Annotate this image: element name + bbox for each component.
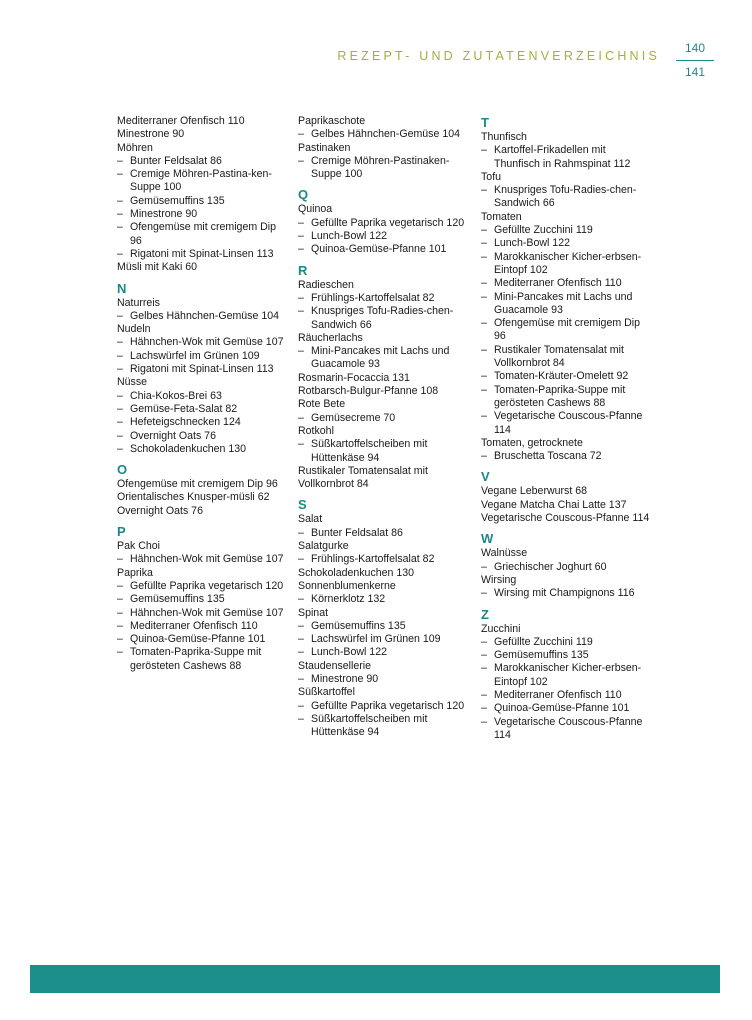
index-subentry bbox=[481, 251, 653, 278]
subentry-text: Quinoa-Gemüse-Pfanne 101 bbox=[311, 243, 447, 256]
index-subentry bbox=[117, 607, 289, 620]
index-subentry bbox=[298, 230, 470, 243]
subentry-text: Mediterraner Ofenfisch 110 bbox=[494, 277, 622, 290]
index-entry: Minestrone 90 bbox=[117, 128, 185, 141]
index-subentry bbox=[481, 716, 653, 743]
subentry-text: Rigatoni mit Spinat-Linsen 113 bbox=[130, 247, 274, 260]
subentry-text: Gefüllte Paprika vegetarisch 120 bbox=[311, 216, 465, 229]
subentry-dash: – bbox=[117, 646, 123, 659]
subentry-dash: – bbox=[481, 224, 487, 237]
index-entry: Ofengemüse mit cremigem Dip 96 bbox=[117, 478, 278, 491]
page-numbers bbox=[676, 40, 714, 80]
index-letter-heading: P bbox=[117, 524, 126, 540]
index-letter-heading: S bbox=[298, 497, 307, 513]
subentry-text: Hähnchen-Wok mit Gemüse 107 bbox=[130, 606, 284, 619]
index-subentry bbox=[298, 673, 470, 686]
index-entry: Pastinaken bbox=[298, 141, 351, 154]
subentry-text: Körnerklotz 132 bbox=[311, 593, 386, 606]
page-number-right: 141 bbox=[684, 65, 706, 79]
index-entry: Zucchini bbox=[481, 622, 521, 635]
index-entry: Tofu bbox=[481, 170, 502, 183]
index-entry: Walnüsse bbox=[481, 547, 528, 560]
index-subentry bbox=[298, 620, 470, 633]
index-letter-heading: Q bbox=[298, 187, 309, 203]
subentry-text: Lunch-Bowl 122 bbox=[311, 230, 387, 243]
index-subentry bbox=[481, 370, 653, 383]
index-entry: Pak Choi bbox=[117, 540, 160, 553]
subentry-text: Hähnchen-Wok mit Gemüse 107 bbox=[130, 336, 284, 349]
index-subentry bbox=[298, 646, 470, 659]
subentry-dash: – bbox=[481, 383, 487, 396]
subentry-text: Bunter Feldsalat 86 bbox=[130, 154, 222, 167]
subentry-text: Ofengemüse mit cremigem Dip 96 bbox=[130, 221, 277, 247]
subentry-text: Lunch-Bowl 122 bbox=[494, 237, 570, 250]
index-subentry bbox=[298, 553, 470, 566]
index-subentry bbox=[298, 345, 470, 372]
subentry-text: Gemüsecreme 70 bbox=[311, 411, 396, 424]
index-entry: Rosmarin-Focaccia 131 bbox=[298, 371, 410, 384]
index-subentry bbox=[117, 248, 289, 261]
subentry-dash: – bbox=[481, 688, 487, 701]
subentry-text: Chia-Kokos-Brei 63 bbox=[130, 389, 222, 402]
subentry-text: Bruschetta Toscana 72 bbox=[494, 450, 602, 463]
index-subentry bbox=[298, 128, 470, 141]
index-subentry bbox=[117, 336, 289, 349]
subentry-dash: – bbox=[481, 250, 487, 263]
index-entry: Naturreis bbox=[117, 296, 160, 309]
index-subentry bbox=[298, 243, 470, 256]
index-subentry bbox=[117, 310, 289, 323]
index-subentry bbox=[117, 168, 289, 195]
index-subentry bbox=[117, 208, 289, 221]
subentry-text: Quinoa-Gemüse-Pfanne 101 bbox=[130, 633, 266, 646]
subentry-text: Mediterraner Ofenfisch 110 bbox=[494, 688, 622, 701]
subentry-text: Knuspriges Tofu-Radies-chen-Sandwich 66 bbox=[494, 184, 637, 210]
subentry-text: Overnight Oats 76 bbox=[130, 429, 216, 442]
subentry-dash: – bbox=[298, 345, 304, 358]
subentry-text: Frühlings-Kartoffelsalat 82 bbox=[311, 553, 435, 566]
index-subentry bbox=[481, 384, 653, 411]
index-subentry bbox=[117, 580, 289, 593]
index-subentry bbox=[481, 317, 653, 344]
subentry-text: Hähnchen-Wok mit Gemüse 107 bbox=[130, 553, 284, 566]
subentry-dash: – bbox=[117, 309, 123, 322]
index-entry: Möhren bbox=[117, 141, 153, 154]
index-subentry bbox=[481, 344, 653, 371]
index-letter-heading: W bbox=[481, 531, 494, 547]
index-subentry bbox=[481, 587, 653, 600]
subentry-dash: – bbox=[117, 579, 123, 592]
subentry-dash: – bbox=[298, 633, 304, 646]
subentry-dash: – bbox=[481, 370, 487, 383]
subentry-dash: – bbox=[117, 553, 123, 566]
index-subentry bbox=[117, 363, 289, 376]
subentry-text: Vegetarische Couscous-Pfanne 114 bbox=[494, 410, 643, 436]
subentry-dash: – bbox=[117, 363, 123, 376]
subentry-dash: – bbox=[481, 560, 487, 573]
subentry-dash: – bbox=[117, 402, 123, 415]
index-subentry bbox=[298, 217, 470, 230]
index-subentry bbox=[481, 237, 653, 250]
subentry-text: Cremige Möhren-Pastinaken-Suppe 100 bbox=[311, 154, 450, 181]
subentry-text: Minestrone 90 bbox=[311, 672, 379, 685]
subentry-dash: – bbox=[117, 442, 123, 455]
index-entry: Mediterraner Ofenfisch 110 bbox=[117, 115, 245, 127]
subentry-dash: – bbox=[298, 699, 304, 712]
subentry-dash: – bbox=[117, 593, 123, 606]
index-entry: Sonnenblumenkerne bbox=[298, 579, 396, 592]
index-subentry bbox=[298, 412, 470, 425]
subentry-dash: – bbox=[481, 450, 487, 463]
index-subentry bbox=[481, 450, 653, 463]
subentry-text: Cremige Möhren-Pastina-ken-Suppe 100 bbox=[130, 168, 272, 194]
index-subentry bbox=[117, 443, 289, 456]
index-entry: Tomaten bbox=[481, 210, 522, 223]
footer-band bbox=[30, 965, 720, 993]
subentry-dash: – bbox=[117, 247, 123, 260]
subentry-dash: – bbox=[298, 619, 304, 632]
index-subentry bbox=[481, 702, 653, 715]
index-subentry bbox=[117, 553, 289, 566]
subentry-dash: – bbox=[117, 389, 123, 402]
subentry-dash: – bbox=[298, 230, 304, 243]
subentry-dash: – bbox=[481, 343, 487, 356]
index-subentry bbox=[481, 410, 653, 437]
page-number-divider bbox=[676, 60, 714, 61]
index-entry: Spinat bbox=[298, 606, 329, 619]
index-entry: Radieschen bbox=[298, 278, 354, 291]
index-subentry bbox=[117, 350, 289, 363]
subentry-text: Lunch-Bowl 122 bbox=[311, 646, 387, 659]
index-entry: Tomaten, getrocknete bbox=[481, 436, 583, 449]
index-column-1 bbox=[117, 115, 289, 673]
subentry-text: Tomaten-Paprika-Suppe mit gerösteten Cashews 88 bbox=[494, 383, 626, 409]
index-column-2 bbox=[298, 115, 470, 739]
subentry-text: Vegetarische Couscous-Pfanne 114 bbox=[494, 715, 643, 741]
subentry-text: Lachswürfel im Grünen 109 bbox=[311, 633, 441, 646]
subentry-dash: – bbox=[298, 243, 304, 256]
index-letter-heading: O bbox=[117, 462, 128, 478]
subentry-text: Tomaten-Paprika-Suppe mit gerösteten Cashews 88 bbox=[130, 646, 262, 672]
index-entry: Quinoa bbox=[298, 203, 333, 216]
index-entry: Nudeln bbox=[117, 323, 151, 336]
subentry-text: Gemüse-Feta-Salat 82 bbox=[130, 402, 238, 415]
subentry-text: Gelbes Hähnchen-Gemüse 104 bbox=[311, 128, 460, 141]
subentry-text: Frühlings-Kartoffelsalat 82 bbox=[311, 291, 435, 304]
index-entry: Müsli mit Kaki 60 bbox=[117, 261, 198, 274]
index-entry: Rotkohl bbox=[298, 424, 334, 437]
subentry-text: Tomaten-Kräuter-Omelett 92 bbox=[494, 370, 629, 383]
subentry-dash: – bbox=[117, 606, 123, 619]
subentry-dash: – bbox=[117, 349, 123, 362]
index-entry: Overnight Oats 76 bbox=[117, 504, 203, 517]
index-subentry bbox=[298, 527, 470, 540]
index-entry: Rotbarsch-Bulgur-Pfanne 108 bbox=[298, 385, 439, 398]
subentry-dash: – bbox=[481, 635, 487, 648]
index-entry: Rote Bete bbox=[298, 398, 346, 411]
index-subentry bbox=[298, 305, 470, 332]
subentry-dash: – bbox=[481, 144, 487, 157]
subentry-dash: – bbox=[117, 168, 123, 181]
subentry-text: Quinoa-Gemüse-Pfanne 101 bbox=[494, 702, 630, 715]
index-entry: Vegane Matcha Chai Latte 137 bbox=[481, 498, 627, 511]
index-subentry bbox=[117, 221, 289, 248]
subentry-dash: – bbox=[298, 526, 304, 539]
index-subentry bbox=[481, 184, 653, 211]
subentry-dash: – bbox=[298, 593, 304, 606]
subentry-dash: – bbox=[481, 662, 487, 675]
subentry-text: Wirsing mit Champignons 116 bbox=[494, 587, 635, 600]
subentry-text: Marokkanischer Kicher-erbsen-Eintopf 102 bbox=[494, 250, 642, 276]
subentry-text: Mediterraner Ofenfisch 110 bbox=[130, 619, 258, 632]
index-subentry bbox=[117, 620, 289, 633]
subentry-dash: – bbox=[117, 633, 123, 646]
index-subentry bbox=[481, 291, 653, 318]
subentry-text: Gemüsemuffins 135 bbox=[130, 194, 225, 207]
subentry-dash: – bbox=[298, 646, 304, 659]
index-subentry bbox=[481, 689, 653, 702]
subentry-text: Knuspriges Tofu-Radies-chen-Sandwich 66 bbox=[311, 305, 454, 331]
index-subentry bbox=[298, 292, 470, 305]
subentry-text: Mini-Pancakes mit Lachs und Guacamole 93 bbox=[311, 345, 450, 371]
index-subentry bbox=[298, 155, 470, 182]
index-subentry bbox=[481, 561, 653, 574]
index-entry: Nüsse bbox=[117, 376, 148, 389]
subentry-text: Süßkartoffelscheiben mit Hüttenkäse 94 bbox=[311, 438, 428, 464]
subentry-text: Süßkartoffelscheiben mit Hüttenkäse 94 bbox=[311, 712, 428, 739]
index-column-3 bbox=[481, 115, 653, 742]
subentry-text: Gefüllte Zucchini 119 bbox=[494, 635, 593, 648]
subentry-dash: – bbox=[117, 416, 123, 429]
subentry-text: Gelbes Hähnchen-Gemüse 104 bbox=[130, 309, 279, 322]
subentry-dash: – bbox=[481, 410, 487, 423]
subentry-dash: – bbox=[481, 290, 487, 303]
index-entry: Schokoladenkuchen 130 bbox=[298, 566, 415, 579]
subentry-dash: – bbox=[481, 237, 487, 250]
subentry-dash: – bbox=[481, 587, 487, 600]
subentry-text: Mini-Pancakes mit Lachs und Guacamole 93 bbox=[494, 290, 633, 316]
index-letter-heading: N bbox=[117, 280, 127, 296]
index-subentry bbox=[298, 633, 470, 646]
index-subentry bbox=[298, 438, 470, 465]
subentry-dash: – bbox=[117, 194, 123, 207]
index-letter-heading: Z bbox=[481, 606, 489, 622]
subentry-text: Gefüllte Paprika vegetarisch 120 bbox=[130, 579, 284, 592]
subentry-dash: – bbox=[298, 216, 304, 229]
subentry-text: Kartoffel-Frikadellen mit Thunfisch in Rahmspinat 112 bbox=[494, 144, 631, 170]
index-subentry bbox=[481, 636, 653, 649]
index-subentry bbox=[117, 416, 289, 429]
subentry-text: Schokoladenkuchen 130 bbox=[130, 442, 247, 455]
subentry-dash: – bbox=[481, 702, 487, 715]
subentry-dash: – bbox=[481, 649, 487, 662]
index-subentry bbox=[481, 277, 653, 290]
page-number-left: 140 bbox=[684, 41, 706, 55]
subentry-text: Lachswürfel im Grünen 109 bbox=[130, 349, 260, 362]
index-letter-heading: V bbox=[481, 469, 490, 485]
index-letter-heading: T bbox=[481, 115, 489, 130]
subentry-dash: – bbox=[481, 317, 487, 330]
index-entry: Vegetarische Couscous-Pfanne 114 bbox=[481, 512, 650, 525]
subentry-dash: – bbox=[481, 277, 487, 290]
index-entry: Paprika bbox=[117, 566, 153, 579]
subentry-text: Hefeteigschnecken 124 bbox=[130, 416, 241, 429]
index-entry: Orientalisches Knusper-müsli 62 bbox=[117, 491, 270, 504]
index-subentry bbox=[117, 403, 289, 416]
index-subentry bbox=[481, 662, 653, 689]
subentry-dash: – bbox=[117, 221, 123, 234]
subentry-text: Gefüllte Paprika vegetarisch 120 bbox=[311, 699, 465, 712]
subentry-dash: – bbox=[481, 715, 487, 728]
index-letter-heading: R bbox=[298, 262, 308, 278]
index-entry: Paprikaschote bbox=[298, 115, 366, 127]
subentry-dash: – bbox=[298, 438, 304, 451]
index-entry: Thunfisch bbox=[481, 131, 527, 143]
subentry-dash: – bbox=[298, 672, 304, 685]
index-subentry bbox=[117, 155, 289, 168]
index-entry: Räucherlachs bbox=[298, 331, 363, 344]
index-entry: Staudensellerie bbox=[298, 659, 372, 672]
subentry-dash: – bbox=[298, 411, 304, 424]
index-subentry bbox=[481, 224, 653, 237]
index-subentry bbox=[117, 633, 289, 646]
subentry-text: Rustikaler Tomatensalat mit Vollkornbrot 84 bbox=[494, 343, 624, 370]
subentry-dash: – bbox=[117, 429, 123, 442]
subentry-dash: – bbox=[117, 336, 123, 349]
subentry-dash: – bbox=[298, 291, 304, 304]
index-entry: Salat bbox=[298, 513, 323, 526]
index-subentry bbox=[117, 593, 289, 606]
subentry-text: Gemüsemuffins 135 bbox=[494, 649, 589, 662]
index-entry: Wirsing bbox=[481, 573, 517, 586]
subentry-text: Gemüsemuffins 135 bbox=[130, 593, 225, 606]
index-subentry bbox=[481, 144, 653, 171]
index-subentry bbox=[117, 390, 289, 403]
subentry-text: Gemüsemuffins 135 bbox=[311, 619, 406, 632]
subentry-text: Griechischer Joghurt 60 bbox=[494, 560, 607, 573]
index-entry: Salatgurke bbox=[298, 540, 349, 553]
index-entry: Rustikaler Tomatensalat mit Vollkornbrot 84 bbox=[298, 464, 428, 491]
subentry-dash: – bbox=[298, 128, 304, 141]
subentry-text: Marokkanischer Kicher-erbsen-Eintopf 102 bbox=[494, 662, 642, 688]
running-header-title: REZEPT- UND ZUTATENVERZEICHNIS bbox=[337, 49, 660, 63]
subentry-dash: – bbox=[117, 619, 123, 632]
subentry-dash: – bbox=[298, 553, 304, 566]
subentry-text: Bunter Feldsalat 86 bbox=[311, 526, 403, 539]
subentry-text: Ofengemüse mit cremigem Dip 96 bbox=[494, 317, 641, 343]
index-subentry bbox=[298, 593, 470, 606]
index-subentry bbox=[117, 646, 289, 673]
index-subentry bbox=[117, 430, 289, 443]
subentry-dash: – bbox=[298, 305, 304, 318]
index-subentry bbox=[298, 700, 470, 713]
subentry-text: Minestrone 90 bbox=[130, 208, 198, 221]
index-subentry bbox=[117, 195, 289, 208]
index-entry: Süßkartoffel bbox=[298, 686, 355, 699]
subentry-text: Gefüllte Zucchini 119 bbox=[494, 224, 593, 237]
subentry-dash: – bbox=[117, 154, 123, 167]
subentry-dash: – bbox=[481, 184, 487, 197]
subentry-text: Rigatoni mit Spinat-Linsen 113 bbox=[130, 363, 274, 376]
index-subentry bbox=[481, 649, 653, 662]
subentry-dash: – bbox=[298, 712, 304, 725]
index-entry: Vegane Leberwurst 68 bbox=[481, 485, 588, 498]
subentry-dash: – bbox=[298, 154, 304, 167]
subentry-dash: – bbox=[117, 208, 123, 221]
index-subentry bbox=[298, 713, 470, 740]
